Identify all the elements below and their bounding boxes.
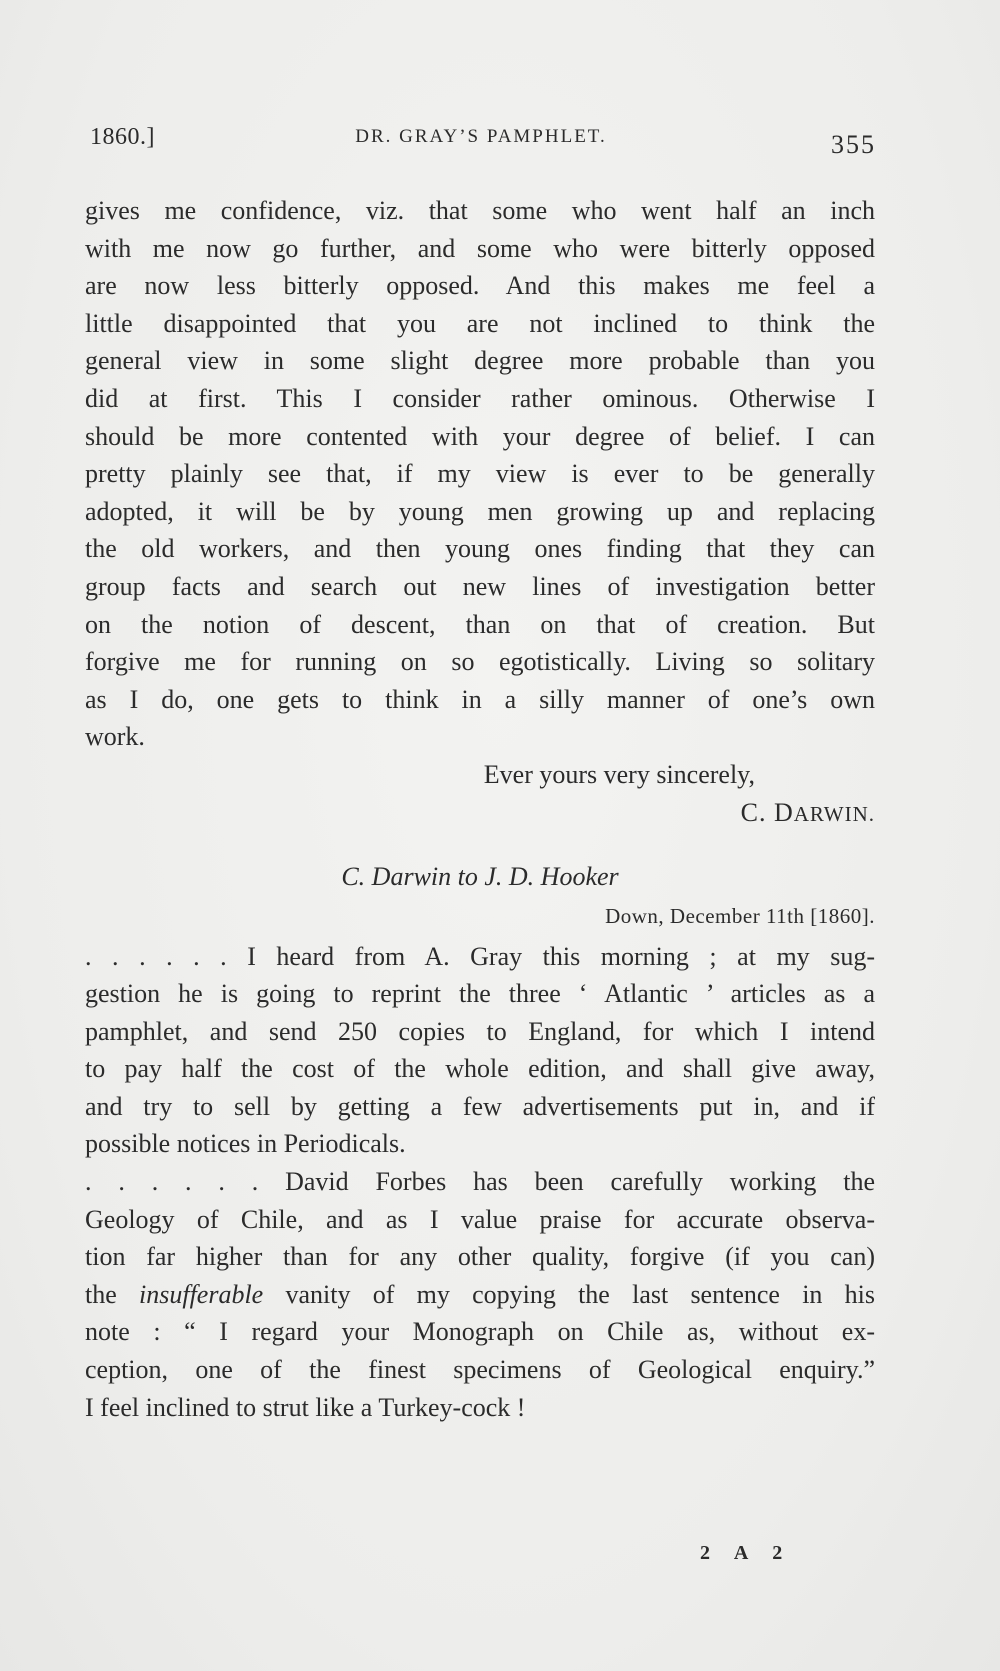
text-line: work. — [85, 722, 145, 752]
text-line: I feel inclined to strut like a Turkey-cock ! — [85, 1392, 526, 1422]
text-line: Geology of Chile, and as I value praise for accurate observa- — [85, 1204, 875, 1234]
text-line: pretty plainly see that, if my view is ever to be generally — [85, 459, 875, 489]
signature-initial: C. D — [740, 797, 794, 827]
text-line: pamphlet, and send 250 copies to England, for which I intend — [85, 1016, 875, 1046]
text-line: . . . . . . I heard from A. Gray this morning ; at my sug- — [85, 941, 875, 971]
text-line: adopted, it will be by young men growing up and replacing — [85, 496, 875, 526]
text-line: as I do, one gets to think in a silly manner of one’s own — [85, 684, 875, 714]
text-line: forgive me for running on so egotistically. Living so solitary — [85, 647, 875, 677]
text-line: gestion he is going to reprint the three ‘ Atlantic ’ articles as a — [85, 979, 875, 1009]
text-line: little disappointed that you are not inclined to think the — [85, 308, 875, 338]
paragraph-1 — [85, 192, 875, 756]
page-body — [85, 192, 875, 1426]
paragraph-3 — [85, 1163, 875, 1426]
text-line — [85, 1276, 875, 1314]
text-fragment: vanity of my copying the last sentence in his — [263, 1279, 875, 1309]
running-head-year: 1860.] — [90, 124, 155, 150]
text-line: did at first. This I consider rather ominous. Otherwise I — [85, 383, 875, 413]
text-line: to pay half the cost of the whole edition, and shall give away, — [85, 1054, 875, 1084]
text-line: possible notices in Periodicals. — [85, 1129, 406, 1159]
running-head — [86, 124, 876, 164]
text-line: and try to sell by getting a few advertisements put in, and if — [85, 1091, 875, 1121]
letter-dateline: Down, December 11th [1860]. — [605, 903, 875, 928]
text-line: on the notion of descent, than on that of creation. But — [85, 609, 875, 639]
text-fragment: the — [85, 1279, 140, 1309]
text-line: note : “ I regard your Monograph on Chile as, without ex- — [85, 1317, 875, 1347]
text-line: . . . . . . David Forbes has been carefully working the — [85, 1167, 875, 1197]
text-line: are now less bitterly opposed. And this makes me feel a — [85, 271, 875, 301]
page-number: 355 — [831, 130, 876, 159]
text-line: group facts and search out new lines of investigation better — [85, 571, 875, 601]
text-line: general view in some slight degree more probable than you — [85, 346, 875, 376]
text-line: gives me confidence, viz. that some who went half an inch — [85, 196, 875, 225]
running-head-title: DR. GRAY’S PAMPHLET. — [355, 126, 607, 147]
text-line: should be more contented with your degree of belief. I can — [85, 421, 875, 451]
text-line: tion far higher than for any other quality, forgive (if you can) — [85, 1242, 875, 1272]
letter-heading: C. Darwin to J. D. Hooker — [341, 861, 619, 891]
letter-signature — [85, 794, 875, 836]
paragraph-2 — [85, 938, 875, 1164]
text-line: ception, one of the finest specimens of Geological enquiry.” — [85, 1355, 875, 1385]
text-line: the old workers, and then young ones finding that they can — [85, 534, 875, 564]
signature-mark: 2 A 2 — [700, 1542, 793, 1564]
signature-rest: ARWIN. — [793, 801, 875, 826]
emphasis-text: insufferable — [139, 1279, 264, 1309]
text-line: with me now go further, and some who were bitterly opposed — [85, 233, 875, 263]
letter-signoff: Ever yours very sincerely, — [483, 759, 755, 789]
